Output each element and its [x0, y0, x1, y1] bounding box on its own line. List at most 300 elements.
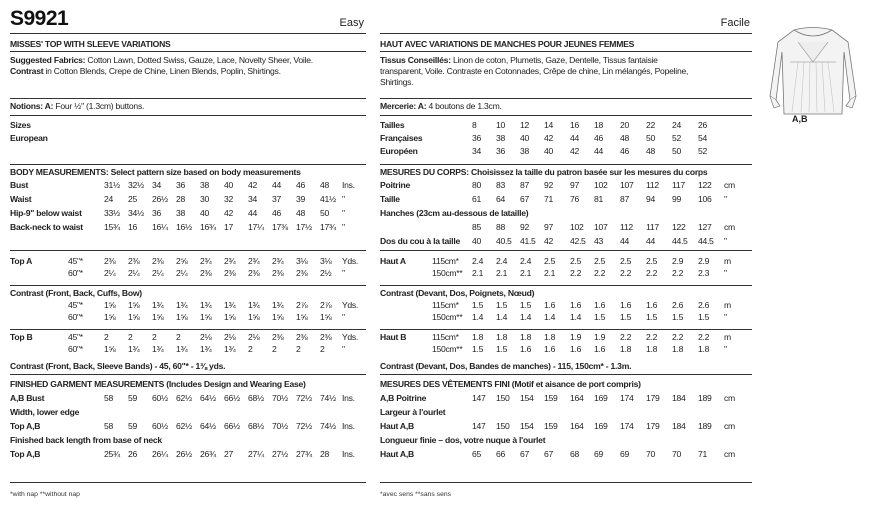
cell: 2.1 — [496, 268, 508, 278]
cell: 1⅝ — [248, 312, 260, 322]
cell: 42 — [544, 133, 553, 143]
width-label: 60"* — [68, 268, 83, 278]
cell: 2.6 — [672, 300, 684, 310]
cell: 1.5 — [672, 312, 684, 322]
cell: 26 — [698, 120, 707, 130]
cell: 107 — [620, 180, 634, 190]
cell: 26¾ — [200, 449, 216, 459]
cell: 44 — [570, 133, 579, 143]
cell: 26½ — [152, 194, 168, 204]
fabrics-line-part: Suggested Fabrics: — [10, 55, 86, 65]
unit: m — [724, 300, 731, 310]
cell: 1.5 — [698, 312, 710, 322]
cell: 16½ — [176, 222, 192, 232]
unit: Ins. — [342, 421, 355, 431]
yardage-group-label: Contrast (Devant, Dos, Poignets, Nœud) — [380, 288, 535, 298]
cell: 40 — [224, 180, 233, 190]
cell: 40 — [544, 146, 553, 156]
cell: 2¾ — [248, 256, 260, 266]
cell: 68½ — [248, 393, 264, 403]
cell: 2.2 — [620, 268, 632, 278]
row-label: European — [10, 133, 48, 143]
cell: 1.8 — [672, 344, 684, 354]
cell: 99 — [672, 194, 681, 204]
cell: 2.2 — [570, 268, 582, 278]
fabrics-line — [380, 67, 688, 76]
cell: 40 — [520, 133, 529, 143]
cell: 67 — [544, 449, 553, 459]
cell: 72½ — [296, 421, 312, 431]
fabrics-line-part: Shirtings. — [380, 77, 414, 87]
body-row — [380, 237, 752, 247]
cell: 1.8 — [620, 344, 632, 354]
width-label: 150cm** — [432, 344, 463, 354]
unit: m — [724, 256, 731, 266]
rule — [10, 329, 366, 330]
cell: 44 — [646, 236, 655, 246]
cell: 46 — [620, 146, 629, 156]
unit: Yds. — [342, 256, 358, 266]
cell: 2.5 — [620, 256, 632, 266]
row-label: Back-neck to waist — [10, 222, 83, 232]
cell: 150 — [496, 393, 510, 403]
cell: 2.2 — [594, 268, 606, 278]
cell: 117 — [646, 222, 659, 232]
cell: 2 — [248, 344, 253, 354]
cell: 2¼ — [104, 268, 116, 278]
yardage-row — [380, 257, 752, 267]
fabrics-line — [10, 56, 313, 65]
cell: 1.8 — [646, 344, 658, 354]
fabrics-line-part: transparent, Voile. Contraste en Cotonnades, Crêpe de chine, Lin mélangés, Popeline, — [380, 66, 689, 76]
rule — [380, 33, 752, 34]
cell: 2.4 — [496, 256, 508, 266]
cell: 16¾ — [200, 222, 216, 232]
rule — [10, 51, 366, 52]
cell: 48 — [620, 133, 629, 143]
unit: cm — [724, 222, 735, 232]
cell: 17¼ — [248, 222, 264, 232]
cell: 27 — [224, 449, 233, 459]
row-label: Bust — [10, 180, 29, 190]
cell: 94 — [646, 194, 655, 204]
cell: 87 — [520, 180, 529, 190]
cell: 2⅝ — [176, 256, 188, 266]
width-label: 45"* — [68, 300, 83, 310]
cell: 1¾ — [272, 300, 284, 310]
cell: 1.5 — [646, 312, 658, 322]
cell: 59 — [128, 393, 137, 403]
cell: 2 — [152, 332, 157, 342]
cell: 1.8 — [544, 332, 556, 342]
unit: cm — [724, 393, 735, 403]
cell: 12 — [520, 120, 529, 130]
cell: 2⅜ — [296, 268, 308, 278]
cell: 189 — [698, 393, 712, 403]
cell: 1¾ — [200, 300, 212, 310]
english-column — [10, 0, 366, 521]
cell: 62½ — [176, 421, 192, 431]
cell: 64 — [496, 194, 505, 204]
cell: 1.5 — [472, 344, 484, 354]
unit: Ins. — [342, 393, 355, 403]
row-label: Hip-9" below waist — [10, 208, 82, 218]
cell: 54 — [698, 133, 707, 143]
pattern-number: S9921 — [10, 7, 69, 30]
unit: " — [342, 222, 345, 232]
unit: " — [724, 194, 727, 204]
cell: 1.6 — [544, 344, 556, 354]
finished-subtitle: Finished back length from base of neck — [10, 435, 162, 445]
cell: 38 — [200, 180, 209, 190]
cell: 17½ — [296, 222, 312, 232]
cell: 1.6 — [520, 344, 532, 354]
cell: 27½ — [272, 449, 288, 459]
cell: 2.5 — [570, 256, 582, 266]
cell: 2.4 — [520, 256, 532, 266]
cell: 41.5 — [520, 236, 536, 246]
yardage-row — [10, 269, 366, 279]
cell: 169 — [594, 393, 608, 403]
cell: 85 — [472, 222, 481, 232]
cell: 80 — [472, 180, 481, 190]
cell: 1¾ — [152, 300, 164, 310]
cell: 36 — [472, 133, 481, 143]
cell: 27¼ — [248, 449, 264, 459]
unit: Ins. — [342, 180, 355, 190]
notions-line-part: Mercerie: A: — [380, 101, 427, 111]
cell: 81 — [594, 194, 603, 204]
cell: 70½ — [272, 421, 288, 431]
cell: 44.5 — [698, 236, 714, 246]
cell: 2 — [320, 344, 325, 354]
row-label: Françaises — [380, 133, 423, 143]
cell: 3⅛ — [296, 256, 308, 266]
finished-row — [10, 450, 366, 460]
cell: 37 — [272, 194, 281, 204]
cell: 38 — [176, 208, 185, 218]
body-row — [380, 181, 752, 191]
unit: " — [724, 312, 727, 322]
body-subtitle: Hanches (23cm au-dessous de lataille) — [380, 208, 529, 218]
cell: 1.5 — [594, 312, 606, 322]
cell: 122 — [672, 222, 686, 232]
cell: 2⅜ — [224, 268, 236, 278]
cell: 2 — [272, 344, 277, 354]
cell: 1.6 — [570, 344, 582, 354]
cell: 18 — [594, 120, 603, 130]
cell: 1⅝ — [200, 312, 212, 322]
cell: 60½ — [152, 393, 168, 403]
cell: 1⅝ — [104, 300, 116, 310]
cell: 2¾ — [200, 256, 212, 266]
cell: 2.3 — [698, 268, 710, 278]
cell: 169 — [594, 421, 608, 431]
rule — [380, 115, 752, 116]
cell: 67 — [520, 194, 529, 204]
cell: 38 — [496, 133, 505, 143]
cell: 184 — [672, 393, 686, 403]
finished-subtitle: Largeur à l'ourlet — [380, 407, 446, 417]
cell: 2⅞ — [296, 300, 308, 310]
cell: 16¼ — [152, 222, 168, 232]
yardage-group-label: Top A — [10, 256, 33, 266]
sizes-row — [10, 121, 366, 131]
cell: 15¾ — [104, 222, 120, 232]
cell: 1.4 — [472, 312, 484, 322]
finished-subtitle: Width, lower edge — [10, 407, 80, 417]
cell: 34 — [472, 146, 481, 156]
unit: cm — [724, 180, 735, 190]
cell: 1.5 — [496, 344, 508, 354]
cell: 66½ — [224, 421, 240, 431]
cell: 28 — [176, 194, 185, 204]
row-label: Poitrine — [380, 180, 410, 190]
rule — [10, 98, 366, 99]
width-label: 115cm* — [432, 300, 459, 310]
cell: 22 — [646, 120, 655, 130]
section-title: HAUT AVEC VARIATIONS DE MANCHES POUR JEUNES FEMMES — [380, 39, 635, 49]
cell: 2.5 — [594, 256, 606, 266]
cell: 184 — [672, 421, 686, 431]
rule — [10, 115, 366, 116]
yardage-row — [380, 301, 752, 311]
cell: 2.5 — [646, 256, 658, 266]
cell: 64½ — [200, 393, 216, 403]
cell: 1⅝ — [272, 312, 284, 322]
notions-line — [380, 102, 502, 111]
cell: 74½ — [320, 393, 336, 403]
cell: 1.5 — [496, 300, 508, 310]
row-label: Top A,B — [10, 449, 41, 459]
yardage-row — [380, 269, 752, 279]
cell: 2.1 — [544, 268, 556, 278]
unit: Ins. — [342, 449, 355, 459]
cell: 174 — [620, 393, 634, 403]
cell: 1.6 — [594, 300, 606, 310]
cell: 16 — [570, 120, 579, 130]
rule — [380, 51, 752, 52]
unit: " — [342, 194, 345, 204]
cell: 66½ — [224, 393, 240, 403]
cell: 1⅝ — [152, 312, 164, 322]
row-label: Haut A,B — [380, 449, 414, 459]
cell: 33½ — [104, 208, 120, 218]
rule — [380, 285, 752, 286]
footnote-fr: *avec sens **sans sens — [380, 491, 452, 498]
cell: 26¼ — [152, 449, 168, 459]
cell: 17¾ — [320, 222, 336, 232]
cell: 92 — [520, 222, 529, 232]
cell: 1.9 — [570, 332, 582, 342]
rule — [380, 374, 752, 375]
cell: 2.2 — [646, 332, 658, 342]
cell: 43 — [594, 236, 603, 246]
cell: 2¼ — [176, 268, 188, 278]
cell: 76 — [570, 194, 579, 204]
cell: 2.1 — [520, 268, 532, 278]
contrast-line-part: in Cotton Blends, Crepe de Chine, Linen Blends, Poplin, Shirtings. — [43, 66, 281, 76]
cell: 60½ — [152, 421, 168, 431]
rule — [10, 250, 366, 251]
cell: 46 — [296, 180, 305, 190]
cell: 70½ — [272, 393, 288, 403]
unit: m — [724, 332, 731, 342]
row-label: Haut A,B — [380, 421, 414, 431]
body-row — [380, 223, 752, 233]
unit: " — [342, 344, 345, 354]
cell: 68 — [570, 449, 579, 459]
cell: 70 — [672, 449, 681, 459]
cell: 1¾ — [128, 344, 140, 354]
unit: " — [342, 268, 345, 278]
cell: 2.9 — [698, 256, 710, 266]
cell: 1.4 — [520, 312, 532, 322]
cell: 44 — [248, 208, 257, 218]
cell: 10 — [496, 120, 505, 130]
cell: 1.5 — [620, 312, 632, 322]
cell: 34 — [248, 194, 257, 204]
width-label: 150cm** — [432, 312, 463, 322]
cell: 174 — [620, 421, 634, 431]
difficulty-fr: Facile — [720, 17, 750, 29]
yardage-row — [380, 333, 752, 343]
cell: 61 — [472, 194, 481, 204]
unit: " — [724, 236, 727, 246]
cell: 2⅜ — [152, 256, 164, 266]
cell: 1⅝ — [104, 312, 116, 322]
unit: " — [724, 344, 727, 354]
cell: 50 — [672, 146, 681, 156]
cell: 2.2 — [698, 332, 710, 342]
cell: 1.5 — [472, 300, 484, 310]
cell: 112 — [646, 180, 659, 190]
cell: 65 — [472, 449, 481, 459]
contrast-b-line: Contrast (Front, Back, Sleeve Bands) - 45, 60"* - 1⅜ yds. — [10, 361, 226, 371]
cell: 2.6 — [698, 300, 710, 310]
cell: 117 — [672, 180, 685, 190]
yardage-row — [10, 345, 366, 355]
finished-row — [380, 394, 752, 404]
cell: 25¾ — [104, 449, 120, 459]
cell: 70 — [646, 449, 655, 459]
cell: 58 — [104, 393, 113, 403]
cell: 1.8 — [520, 332, 532, 342]
cell: 154 — [520, 393, 534, 403]
cell: 1.6 — [646, 300, 658, 310]
rule — [10, 33, 366, 34]
cell: 2.1 — [472, 268, 484, 278]
size-row — [380, 147, 752, 157]
body-row — [380, 195, 752, 205]
cell: 2 — [128, 332, 133, 342]
cell: 40.5 — [496, 236, 512, 246]
body-row — [10, 223, 366, 233]
contrast-line-part: Contrast — [10, 66, 44, 76]
yardage-group-label: Contrast (Front, Back, Cuffs, Bow) — [10, 288, 142, 298]
cell: 2.5 — [544, 256, 556, 266]
fabrics-line-part: Cotton Lawn, Dotted Swiss, Gauze, Lace, Novelty Sheer, Voile. — [85, 55, 313, 65]
cell: 40 — [200, 208, 209, 218]
notions-line — [10, 102, 144, 111]
width-label: 60"* — [68, 344, 83, 354]
body-row — [10, 209, 366, 219]
cell: 44 — [594, 146, 603, 156]
notions-line-part: Notions: A: — [10, 101, 54, 111]
cell: 154 — [520, 421, 534, 431]
sketch-label: A,B — [792, 114, 808, 124]
cell: 102 — [594, 180, 608, 190]
cell: 42 — [248, 180, 257, 190]
cell: 27¾ — [296, 449, 312, 459]
width-label: 115cm* — [432, 332, 459, 342]
cell: 112 — [620, 222, 633, 232]
cell: 26 — [128, 449, 137, 459]
cell: 1⅝ — [128, 300, 140, 310]
cell: 179 — [646, 393, 660, 403]
yardage-group-label: Top B — [10, 332, 33, 342]
cell: 42.5 — [570, 236, 586, 246]
cell: 25 — [128, 194, 137, 204]
cell: 2⅜ — [128, 256, 140, 266]
cell: 1.6 — [594, 344, 606, 354]
row-label: Tailles — [380, 120, 405, 130]
cell: 42 — [544, 236, 553, 246]
cell: 36 — [176, 180, 185, 190]
cell: 127 — [698, 222, 712, 232]
finished-row — [380, 450, 752, 460]
finished-title: MESURES DES VÊTEMENTS FINI (Motif et aisance de port compris) — [380, 379, 641, 389]
cell: 34 — [152, 180, 161, 190]
cell: 50 — [646, 133, 655, 143]
cell: 2¾ — [272, 256, 284, 266]
cell: 2 — [104, 332, 109, 342]
cell: 2⅜ — [104, 256, 116, 266]
row-label: Européen — [380, 146, 418, 156]
yardage-group-label: Haut A — [380, 256, 406, 266]
row-label: A,B Bust — [10, 393, 45, 403]
cell: 68½ — [248, 421, 264, 431]
cell: 31½ — [104, 180, 120, 190]
cell: 1.8 — [472, 332, 484, 342]
cell: 2.4 — [472, 256, 484, 266]
cell: 159 — [544, 393, 558, 403]
cell: 40 — [472, 236, 481, 246]
cell: 2⅜ — [296, 332, 308, 342]
cell: 59 — [128, 421, 137, 431]
unit: " — [724, 268, 727, 278]
cell: 2½ — [320, 268, 332, 278]
cell: 69 — [620, 449, 629, 459]
cell: 17 — [224, 222, 233, 232]
cell: 122 — [698, 180, 712, 190]
cell: 62½ — [176, 393, 192, 403]
cell: 64½ — [200, 421, 216, 431]
difficulty-en: Easy — [339, 17, 364, 29]
cell: 1.8 — [496, 332, 508, 342]
cell: 1¾ — [152, 344, 164, 354]
cell: 38 — [520, 146, 529, 156]
cell: 147 — [472, 421, 486, 431]
cell: 32 — [224, 194, 233, 204]
yardage-row — [380, 313, 752, 323]
cell: 2 — [176, 332, 181, 342]
cell: 1¾ — [176, 344, 188, 354]
row-label: Sizes — [10, 120, 31, 130]
cell: 2⅜ — [248, 268, 260, 278]
cell: 17⅜ — [272, 222, 288, 232]
cell: 2⅜ — [200, 268, 212, 278]
